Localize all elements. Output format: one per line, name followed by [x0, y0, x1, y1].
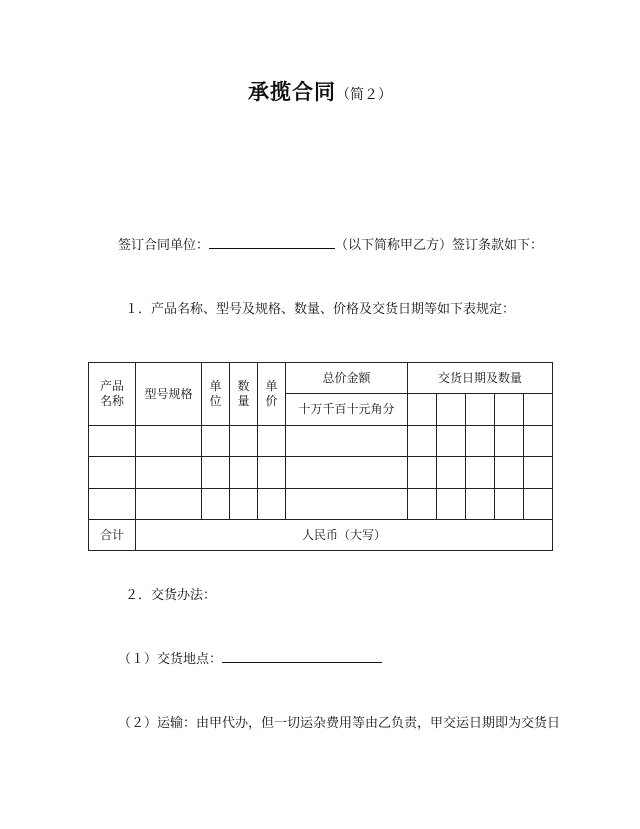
header-unit: 单位 — [202, 363, 230, 426]
table-cell[interactable] — [408, 489, 437, 520]
table-cell[interactable] — [495, 457, 524, 489]
title-main: 承揽合同 — [248, 80, 336, 104]
table-row — [89, 426, 553, 457]
table-cell[interactable] — [286, 457, 408, 489]
table-cell[interactable] — [202, 457, 230, 489]
table-cell[interactable] — [202, 426, 230, 457]
title-sub: （简２） — [336, 87, 392, 103]
product-spec-table — [88, 362, 553, 551]
table-row — [89, 457, 553, 489]
table-cell[interactable] — [437, 457, 466, 489]
table-cell[interactable] — [89, 457, 136, 489]
header-model-spec: 型号规格 — [136, 363, 202, 426]
table-cell[interactable] — [136, 489, 202, 520]
table-cell[interactable] — [408, 457, 437, 489]
table-cell[interactable] — [286, 426, 408, 457]
table-cell[interactable] — [258, 457, 286, 489]
table-total-row — [89, 520, 553, 551]
header-amount-digits: 十万千百十元角分 — [286, 394, 408, 426]
header-unit-price: 单价 — [258, 363, 286, 426]
table-cell[interactable] — [230, 489, 258, 520]
delivery-cell[interactable] — [408, 394, 437, 426]
table-cell[interactable] — [258, 426, 286, 457]
table-cell[interactable] — [495, 426, 524, 457]
clause-2-2: （２）运输：由甲代办，但一切运杂费用等由乙负责，甲交运日期即为交货日 — [118, 716, 561, 731]
delivery-cell[interactable] — [495, 394, 524, 426]
table-cell[interactable] — [136, 457, 202, 489]
contract-party-suffix: （以下简称甲乙方）签订条款如下： — [335, 238, 544, 253]
table-cell[interactable] — [524, 489, 553, 520]
table-cell[interactable] — [495, 489, 524, 520]
contract-party-field[interactable] — [209, 235, 335, 249]
total-rmb-cell[interactable]: 人民币（大写） — [136, 520, 553, 551]
table-cell[interactable] — [466, 426, 495, 457]
document-title — [0, 76, 640, 106]
delivery-cell[interactable] — [437, 394, 466, 426]
contract-party-label: 签订合同单位： — [118, 238, 210, 253]
table-cell[interactable] — [202, 489, 230, 520]
table-cell[interactable] — [466, 457, 495, 489]
contract-party-line — [118, 234, 543, 253]
delivery-location-field[interactable] — [222, 649, 382, 663]
table-cell[interactable] — [286, 489, 408, 520]
table-cell[interactable] — [437, 489, 466, 520]
table-cell[interactable] — [230, 457, 258, 489]
table-row — [89, 489, 553, 520]
header-quantity: 数量 — [230, 363, 258, 426]
table-header-row — [89, 363, 553, 394]
header-product-name: 产品名称 — [89, 363, 136, 426]
table-cell[interactable] — [89, 489, 136, 520]
table-cell[interactable] — [230, 426, 258, 457]
total-label: 合计 — [89, 520, 136, 551]
table-cell[interactable] — [258, 489, 286, 520]
table-cell[interactable] — [466, 489, 495, 520]
delivery-cell[interactable] — [466, 394, 495, 426]
delivery-cell[interactable] — [524, 394, 553, 426]
table-cell[interactable] — [89, 426, 136, 457]
table-cell[interactable] — [524, 457, 553, 489]
table-cell[interactable] — [408, 426, 437, 457]
header-delivery: 交货日期及数量 — [408, 363, 553, 394]
clause-2-1-line — [118, 648, 382, 667]
header-total-amount: 总价金额 — [286, 363, 408, 394]
clause-1: １．产品名称、型号及规格、数量、价格及交货日期等如下表规定： — [125, 302, 516, 317]
delivery-location-label: （１）交货地点： — [118, 652, 223, 667]
table-cell[interactable] — [524, 426, 553, 457]
table-cell[interactable] — [136, 426, 202, 457]
table-cell[interactable] — [437, 426, 466, 457]
clause-2: ２．交货办法： — [125, 588, 217, 603]
